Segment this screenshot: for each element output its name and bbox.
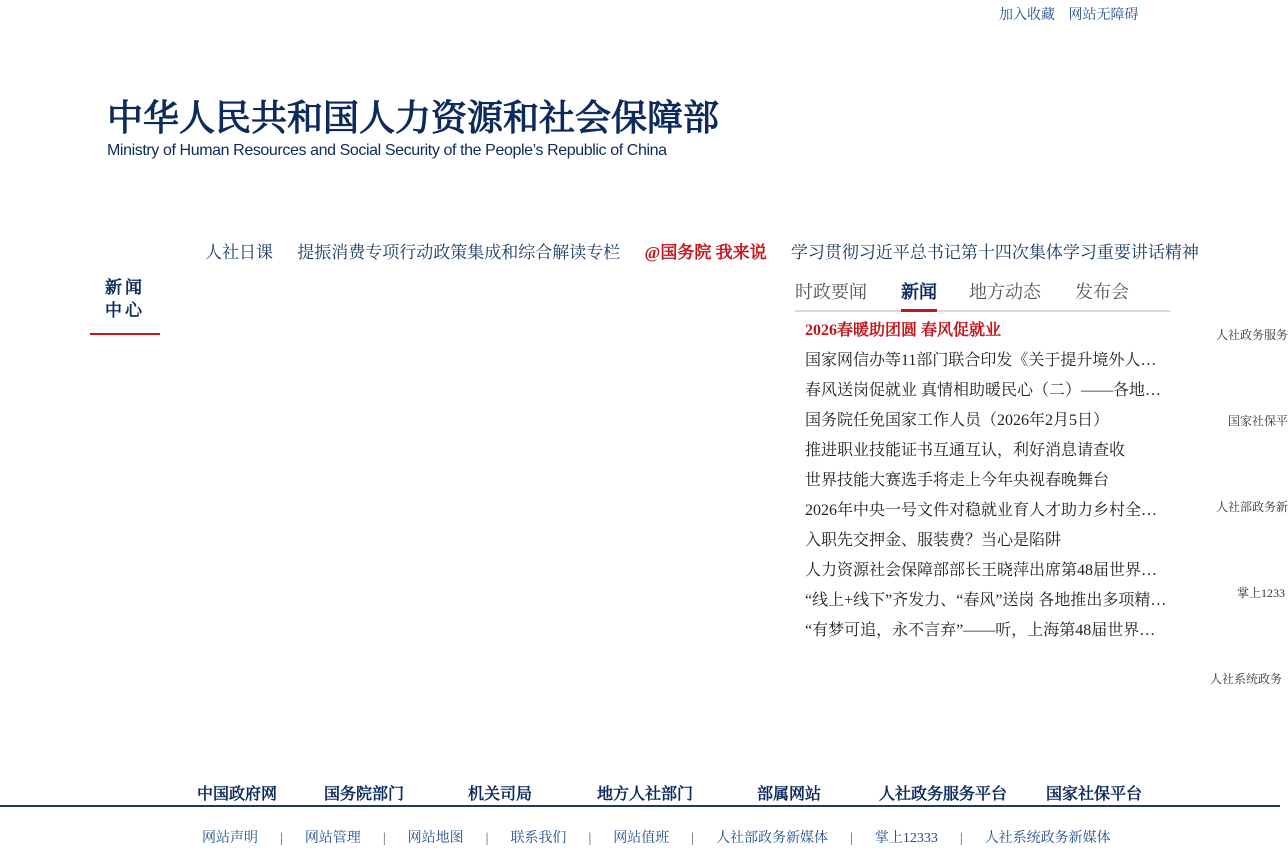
logo-title-en: Ministry of Human Resources and Social Security of the People’s Republic of China <box>107 142 667 159</box>
footer-link-new-media[interactable]: 人社部政务新媒体 <box>716 831 829 846</box>
list-item[interactable]: 推进职业技能证书互通互认，利好消息请查收 <box>805 442 1126 459</box>
footer-nav-gov[interactable]: 中国政府网 <box>197 786 278 803</box>
tab-press[interactable]: 发布会 <box>1075 282 1129 302</box>
separator: | <box>850 831 853 846</box>
separator: | <box>691 831 695 846</box>
separator: | <box>485 831 489 846</box>
side-link-12333[interactable]: 掌上1233 <box>1237 586 1286 600</box>
list-item[interactable]: 人力资源社会保障部部长王晓萍出席第48届世界… <box>805 562 1158 579</box>
news-center-heading[interactable] <box>90 276 160 335</box>
footer-link-management[interactable]: 网站管理 <box>304 831 361 846</box>
footer-link-contact[interactable]: 联系我们 <box>510 831 567 846</box>
footer-link-system-media[interactable]: 人社系统政务新媒体 <box>984 831 1111 846</box>
list-item[interactable]: “线上+线下”齐发力、“春风”送岗 各地推出多项精… <box>805 592 1167 609</box>
news-list <box>805 318 1170 648</box>
tab-politics[interactable]: 时政要闻 <box>795 282 867 302</box>
side-link-service[interactable]: 人社政务服务 <box>1216 328 1288 342</box>
add-favorite-link[interactable]: 加入收藏 <box>999 8 1055 23</box>
footer-link-sitemap[interactable]: 网站地图 <box>407 831 464 846</box>
footer-nav <box>0 778 1280 807</box>
top-links <box>999 4 1149 24</box>
site-logo[interactable] <box>107 96 720 166</box>
side-link-system-media[interactable]: 人社系统政务 <box>1210 672 1283 686</box>
separator: | <box>280 831 283 846</box>
tab-news[interactable]: 新闻 <box>901 280 937 312</box>
footer-nav-affiliates[interactable]: 部属网站 <box>757 786 822 803</box>
topic-link-state-council[interactable]: @国务院 我来说 <box>644 243 767 262</box>
separator: | <box>588 831 592 846</box>
footer-link-12333[interactable]: 掌上12333 <box>874 831 938 846</box>
topic-link-consumption-policy[interactable]: 提振消费专项行动政策集成和综合解读专栏 <box>297 243 621 262</box>
list-item[interactable]: 春风送岗促就业 真情相助暖民心（二）——各地… <box>805 382 1162 399</box>
topic-link-daily-lesson[interactable]: 人社日课 <box>205 243 273 262</box>
footer-link-statement[interactable]: 网站声明 <box>202 831 258 846</box>
logo-title-cn: 中华人民共和国人力资源和社会保障部 <box>107 97 720 138</box>
list-item[interactable]: 2026年中央一号文件对稳就业育人才助力乡村全… <box>805 502 1158 519</box>
footer-links <box>202 827 1111 847</box>
list-item[interactable]: “有梦可追，永不言弃”——听，上海第48届世界… <box>805 622 1156 639</box>
footer-nav-local[interactable]: 地方人社部门 <box>597 786 694 803</box>
footer-nav-service-platform[interactable]: 人社政务服务平台 <box>879 786 1008 803</box>
side-link-social-security[interactable]: 国家社保平 <box>1228 414 1288 428</box>
list-item[interactable]: 入职先交押金、服装费？当心是陷阱 <box>805 532 1062 549</box>
topic-links <box>205 238 1219 263</box>
footer-nav-social-security[interactable]: 国家社保平台 <box>1046 786 1143 803</box>
side-link-new-media[interactable]: 人社部政务新 <box>1216 500 1288 514</box>
separator: | <box>382 831 386 846</box>
news-headline[interactable]: 2026春暖助团圆 春风促就业 <box>805 322 1002 339</box>
list-item[interactable]: 国家网信办等11部门联合印发《关于提升境外人… <box>805 352 1157 369</box>
list-item[interactable]: 世界技能大赛选手将走上今年央视春晚舞台 <box>805 472 1110 489</box>
topic-link-study[interactable]: 学习贯彻习近平总书记第十四次集体学习重要讲话精神 <box>790 243 1199 262</box>
tab-local[interactable]: 地方动态 <box>969 282 1041 302</box>
footer-nav-departments[interactable]: 国务院部门 <box>324 786 405 803</box>
news-tabs <box>795 280 1170 312</box>
separator: | <box>959 831 963 846</box>
accessibility-link[interactable]: 网站无障碍 <box>1068 8 1139 23</box>
list-item[interactable]: 国务院任免国家工作人员（2026年2月5日） <box>805 412 1110 429</box>
news-center-line1: 新闻 <box>105 278 145 297</box>
news-center-line2: 中心 <box>105 301 145 320</box>
footer-link-duty[interactable]: 网站值班 <box>613 831 670 846</box>
footer-nav-bureaus[interactable]: 机关司局 <box>468 786 533 803</box>
